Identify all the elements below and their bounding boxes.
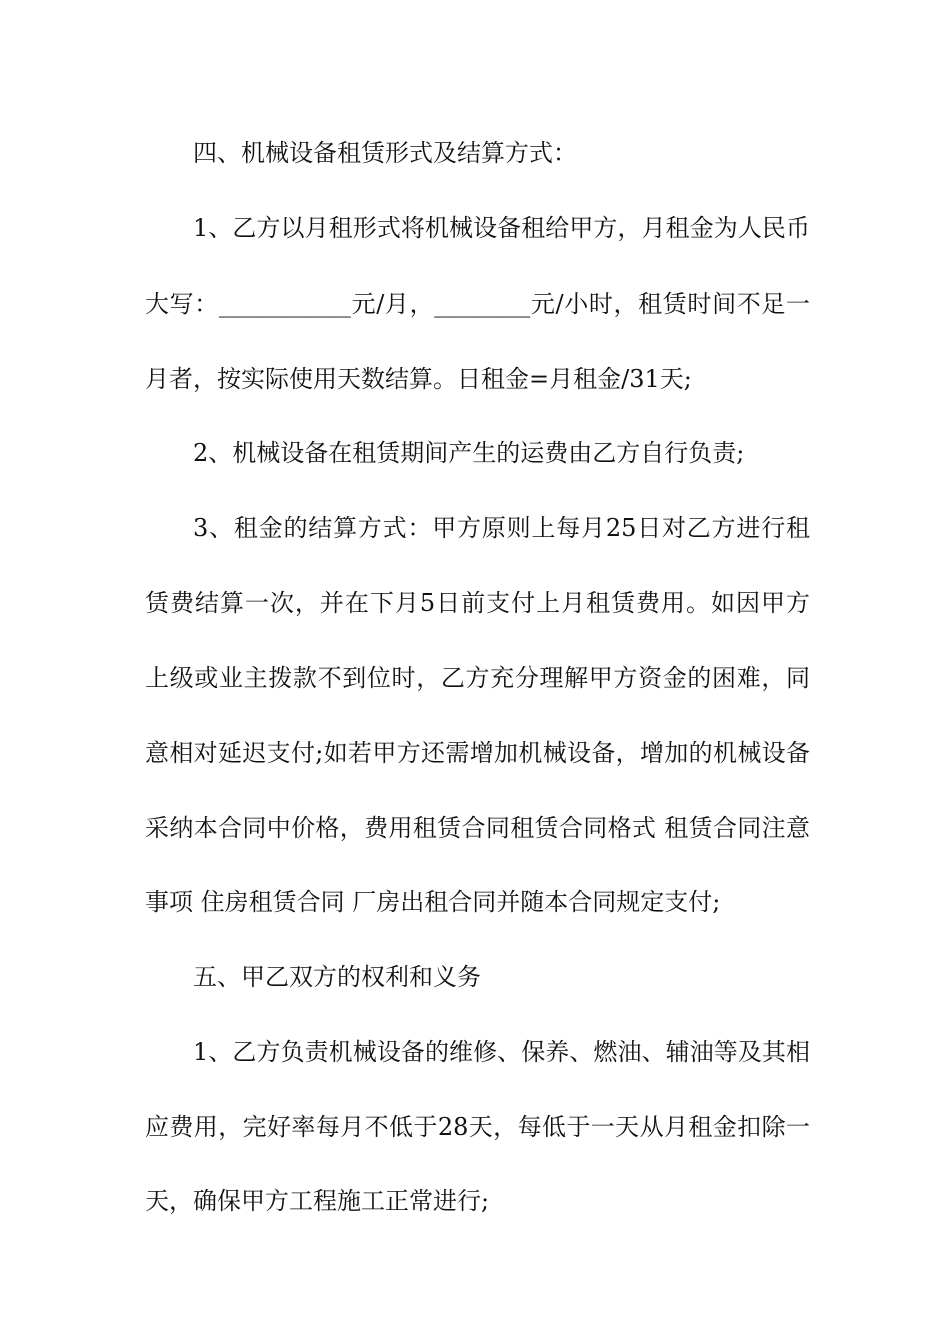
paragraph-line: 赁费结算一次，并在下月5日前支付上月租赁费用。如因甲方 (145, 589, 810, 617)
section-heading-5: 五、甲乙双方的权利和义务 (193, 963, 481, 991)
paragraph-line: 3、租金的结算方式：甲方原则上每月25日对乙方进行租 (193, 514, 810, 542)
paragraph-line: 事项 住房租赁合同 厂房出租合同并随本合同规定支付; (145, 888, 721, 916)
paragraph-line: 天，确保甲方工程施工正常进行; (145, 1187, 490, 1215)
paragraph-line: 大写：___________元/月，________元/小时，租赁时间不足一 (145, 290, 810, 318)
paragraph-line: 2、机械设备在租赁期间产生的运费由乙方自行负责; (193, 439, 745, 467)
paragraph-line: 月者，按实际使用天数结算。日租金=月租金/31天; (145, 365, 692, 393)
paragraph-line: 1、乙方以月租形式将机械设备租给甲方，月租金为人民币 (193, 214, 810, 242)
paragraph-line: 应费用，完好率每月不低于28天，每低于一天从月租金扣除一 (145, 1113, 810, 1141)
paragraph-line: 意相对延迟支付;如若甲方还需增加机械设备，增加的机械设备 (145, 739, 810, 767)
section-heading-4: 四、机械设备租赁形式及结算方式： (193, 139, 577, 167)
paragraph-line: 1、乙方负责机械设备的维修、保养、燃油、辅油等及其相 (193, 1038, 810, 1066)
paragraph-line: 采纳本合同中价格，费用租赁合同租赁合同格式 租赁合同注意 (145, 814, 810, 842)
paragraph-line: 上级或业主拨款不到位时，乙方充分理解甲方资金的困难，同 (145, 664, 810, 692)
